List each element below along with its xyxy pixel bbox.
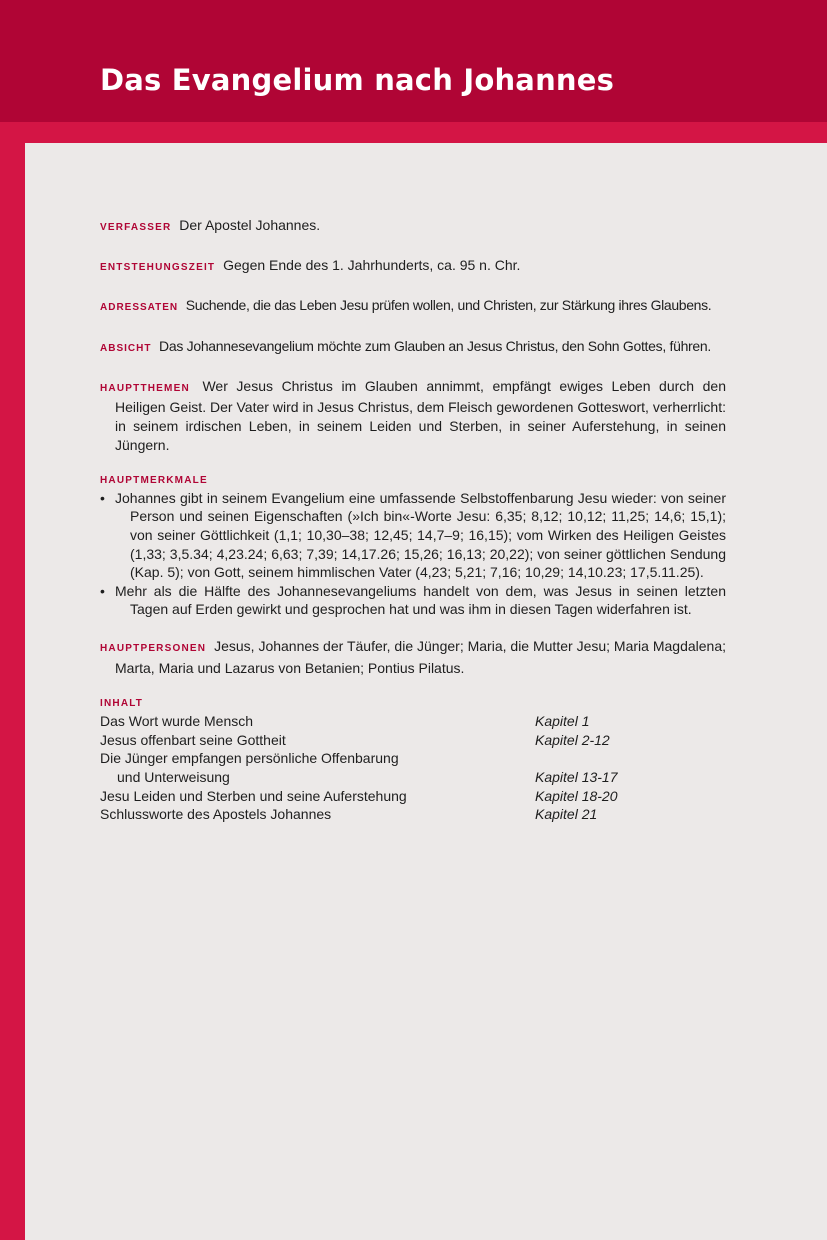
label-adressaten: ADRESSATEN: [100, 302, 179, 314]
entry-entstehungszeit: [100, 256, 726, 278]
entry-absicht: [100, 337, 726, 359]
entry-hauptthemen: [100, 377, 726, 454]
text-absicht: Das Johannesevangelium möchte zum Glauben an Jesus Christus, den Sohn Gottes, führen.: [159, 337, 711, 354]
section-inhalt: [100, 696, 726, 824]
text-verfasser: Der Apostel Johannes.: [179, 217, 321, 233]
entry-verfasser: [100, 216, 726, 238]
label-hauptpersonen: HAUPTPERSONEN: [100, 643, 207, 655]
text-hauptthemen: Wer Jesus Christus im Glauben annimmt, empfängt ewiges Leben durch den Heiligen Geist. Der Vater wird in Jesus Christus, dem Fleisch gewordenen Gotteswort, verherrlicht: in seinem irdischen Leben, in seinem Leiden und Sterben, in seiner Auferstehung, in seinen Jüngern.: [115, 377, 727, 453]
bullet-icon: •: [100, 582, 105, 599]
book-introduction: [100, 216, 726, 824]
toc-row: Die Jünger empfangen persönliche Offenbarung: [100, 750, 399, 767]
label-hauptthemen: HAUPTTHEMEN: [100, 382, 190, 394]
toc-row: und Unterweisung Kapitel 13-17: [117, 769, 618, 786]
list-item: • Johannes gibt in seinem Evangelium eine umfassende Selbstoffenbarung Jesu wieder: von seiner Person und seinen Eigenschaften (»Ich bin«-Worte Jesu: 6,35; 8,12; 10,12; 11,25; 14,6; 15,1); von seiner Göttlichkeit (1,1; 10,30–38; 12,45; 14,7–9; 16,15); vom Wirken des Heiligen Geistes (1,33; 3,5.34; 4,23.24; 6,63; 7,39; 14,17.26; 15,26; 16,13; 20,22); von seiner göttlichen Sendung (Kap. 5); von Gott, seinem himmlischen Vater (4,23; 5,21; 7,16; 10,29; 14,10.23; 17,5.11.25).: [100, 489, 726, 581]
toc-row: Jesus offenbart seine Gottheit Kapitel 2-12: [100, 731, 610, 748]
label-hauptmerkmale: HAUPTMERKMALE: [100, 474, 208, 486]
list-item: • Mehr als die Hälfte des Johannesevangeliums handelt von dem, was Jesus in seinen letzten Tagen auf Erden gewirkt und gesprochen hat und was ihm in diesen Tagen widerfahren ist.: [100, 582, 726, 618]
toc-row: Schlussworte des Apostels Johannes Kapitel 21: [100, 806, 598, 823]
label-verfasser: VERFASSER: [100, 222, 172, 233]
bullet-icon: •: [100, 489, 105, 506]
merkmale-list: [100, 489, 726, 619]
text-adressaten: Suchende, die das Leben Jesu prüfen wollen, und Christen, zur Stärkung ihres Glaubens.: [185, 297, 712, 314]
section-hauptmerkmale: [100, 473, 726, 619]
page-title: Das Evangelium nach Johannes: [100, 63, 615, 97]
toc-row: Jesu Leiden und Sterben und seine Auferstehung Kapitel 18-20: [100, 787, 618, 804]
label-inhalt: INHALT: [100, 698, 144, 710]
page-header: [0, 0, 827, 122]
label-absicht: ABSICHT: [100, 342, 152, 354]
label-entstehungszeit: ENTSTEHUNGSZEIT: [100, 262, 216, 274]
text-entstehungszeit: Gegen Ende des 1. Jahrhunderts, ca. 95 n. Chr.: [223, 257, 521, 274]
entry-hauptpersonen: [100, 637, 726, 677]
entry-adressaten: [100, 296, 726, 318]
text-hauptpersonen: Jesus, Johannes der Täufer, die Jünger; Maria, die Mutter Jesu; Maria Magdalena; Marta, Maria und Lazarus von Betanien; Pontius Pilatus.: [115, 638, 726, 677]
toc-row: Das Wort wurde Mensch Kapitel 1: [100, 713, 590, 730]
